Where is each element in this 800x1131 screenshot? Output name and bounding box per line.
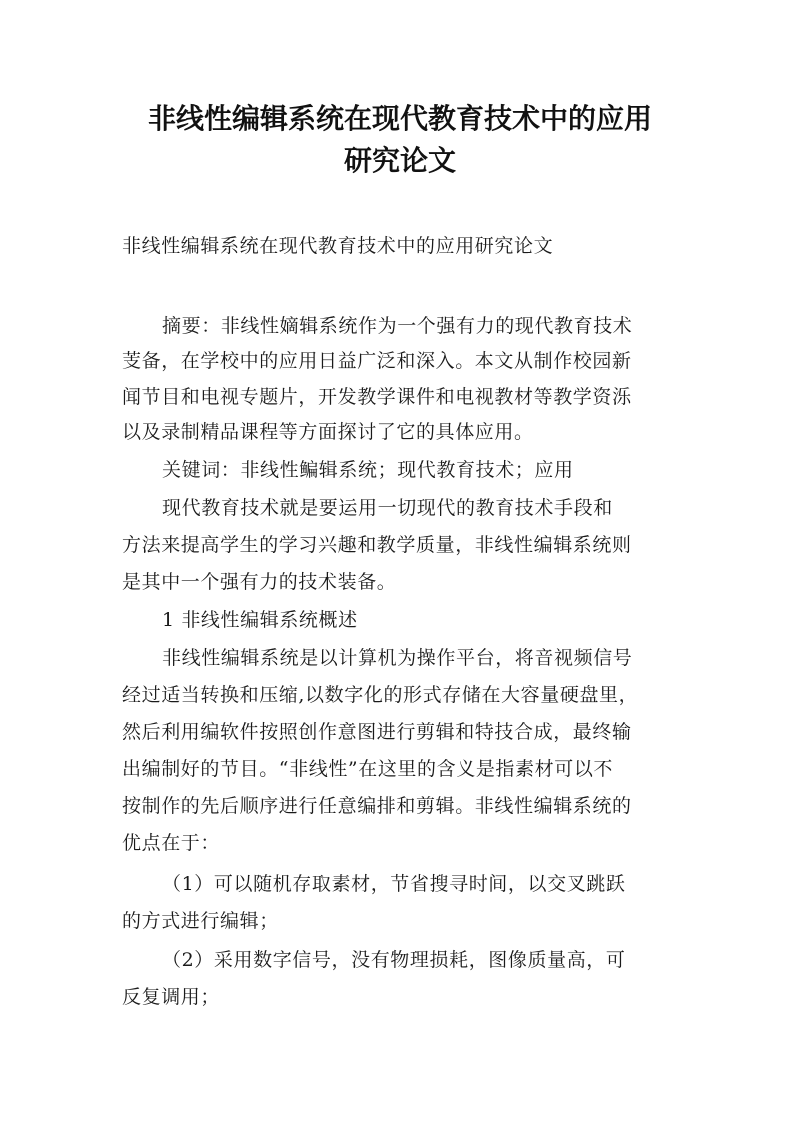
- abstract-line: 以及录制精品课程等方面探讨了它的具体应用。: [122, 421, 534, 443]
- document-title-line-2: 研究论文: [343, 144, 456, 177]
- body-line: 经过适当转换和压缩,以数字化的形式存储在大容量硬盘里，: [122, 684, 639, 706]
- abstract-line: 芰备，在学校中的应用日益广泛和深入。本文从制作校园新: [122, 350, 632, 372]
- body-line: 优点在于：: [122, 832, 221, 854]
- keywords-line: 关键词：非线性鳊辑系统；现代教育技术；应用: [162, 459, 574, 481]
- document-title-line-1: 非线性编辑系统在现代教育技术中的应用: [147, 102, 652, 135]
- body-line: 然后利用编软件按照创作意图进行剪辑和特技合成，最终输: [122, 721, 632, 743]
- abstract-line: 摘要：非线性嫡辑系统作为一个强有力的现代教育技术: [162, 315, 633, 337]
- list-item-line: （2）采用数字信号，没有物理损耗，图像质量高，可: [162, 949, 626, 971]
- list-item-line: 反复调用；: [122, 986, 221, 1008]
- list-item-line: （1）可以随机存取素材，节省搜寻时间，以交叉跳跃: [162, 873, 626, 895]
- body-line: 按制作的先后顺序进行任意编排和剪辑。非线性编辑系统的: [122, 795, 632, 817]
- body-line: 方法来提高学生的学习兴趣和教学质量，非线性编辑系统则: [122, 534, 632, 556]
- abstract-line: 闻节目和电视专题片，开发教学课件和电视教材等教学资泺: [122, 386, 632, 408]
- body-line: 是其中一个强有力的技术装备。: [122, 571, 397, 593]
- list-item-line: 的方式进行编辑；: [122, 910, 279, 932]
- section-heading: 1 非线性编辑系统概述: [162, 609, 358, 631]
- body-line: 出编制好的节目。“非线性”在这里的含义是指素材可以不: [122, 758, 614, 780]
- body-line: 非线性编辑系统是以计算机为操作平台，将音视频信号: [162, 647, 633, 669]
- document-subtitle: 非线性编辑系统在现代教育技术中的应用研究论文: [122, 235, 554, 257]
- body-line: 现代教育技术就是要运用一切现代的教育技术手段和: [162, 497, 613, 519]
